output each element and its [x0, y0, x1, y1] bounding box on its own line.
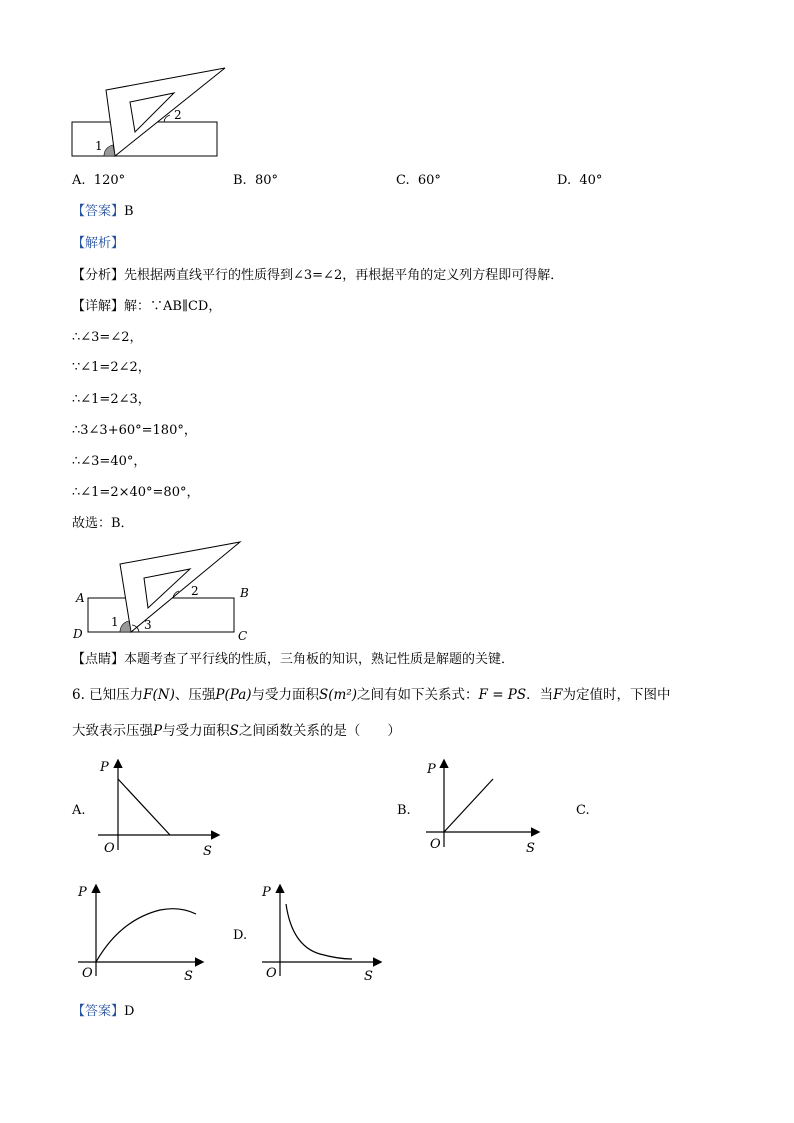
q5-line-choice: 故选：B． — [72, 516, 134, 531]
q5-line-step6: ∴∠1=2×40°=80°， — [72, 485, 200, 500]
stem-text: 为定值时，下图中 — [562, 687, 671, 703]
label-O: O — [82, 966, 93, 981]
angle-1-label: 1 — [111, 615, 119, 629]
q5-option-d — [557, 173, 602, 189]
stem-text: 大致表示压强 — [72, 723, 153, 739]
hyperbola-curve — [286, 904, 352, 959]
angle-2-label: 2 — [191, 584, 199, 598]
option-letter: C. — [396, 173, 410, 188]
stem-text: 6. 已知压力 — [72, 687, 144, 703]
angle-1-arc — [104, 145, 115, 156]
stem-text: 之间函数关系的是（ ） — [238, 723, 401, 739]
q5-answer — [72, 204, 134, 220]
label-P: P — [78, 885, 87, 900]
q5-line-detail: 【详解】解：∵AB∥CD， — [72, 299, 222, 314]
answer-tag: 【答案】 — [72, 1004, 125, 1019]
label-S: S — [203, 844, 212, 859]
answer-value: B — [124, 204, 134, 219]
stem-text: 之间有如下关系式： — [357, 687, 479, 703]
label-O: O — [430, 837, 441, 852]
label-P: P — [100, 760, 109, 775]
area-unit: S(m²) — [319, 687, 358, 703]
concave-down-curve — [96, 909, 196, 962]
answer-tag: 【答案】 — [72, 204, 125, 219]
answer-value: D — [124, 1004, 135, 1019]
increasing-line — [444, 779, 493, 832]
q6-stem-line2 — [72, 722, 401, 740]
q5-line-step2: ∵∠1=2∠2， — [72, 360, 151, 375]
stem-text: 与受力面积 — [162, 723, 230, 739]
q6-option-b-letter: B. — [397, 803, 411, 818]
option-text: 80° — [254, 173, 278, 188]
q5-option-a — [72, 173, 125, 189]
angle-3-label: 3 — [144, 618, 152, 632]
q6-graph-b — [420, 755, 545, 860]
label-S: S — [364, 969, 373, 984]
set-square-outer — [120, 542, 240, 632]
var-S: S — [229, 723, 239, 739]
q5-line-step4: ∴3∠3+60°=180°， — [72, 423, 197, 438]
option-text: 40° — [579, 173, 603, 188]
option-letter: B. — [233, 173, 247, 188]
label-S: S — [526, 841, 535, 856]
q6-graph-a — [90, 755, 225, 860]
q5-line-step1: ∴∠3=∠2， — [72, 330, 143, 345]
q6-answer — [72, 1004, 134, 1020]
label-P: P — [427, 762, 436, 777]
stem-text: 与受力面积 — [251, 687, 320, 703]
q5-figure-labeled — [70, 540, 260, 645]
label-O: O — [266, 966, 277, 981]
q6-graph-c — [72, 878, 207, 986]
q6-option-a-letter: A. — [72, 803, 86, 818]
q5-option-c — [396, 173, 441, 189]
decreasing-line — [118, 779, 170, 835]
q5-option-b — [233, 173, 278, 189]
option-text: 60° — [417, 173, 441, 188]
var-P: P — [153, 723, 163, 739]
q6-stem-line1 — [72, 686, 671, 704]
q6-graph-d — [256, 878, 386, 986]
q5-analysis-tag: 【解析】 — [72, 236, 125, 251]
angle-1-arc — [120, 621, 131, 632]
label-O: O — [104, 841, 115, 856]
q5-figure-triangle-ruler — [70, 62, 230, 162]
angle-1-label: 1 — [95, 139, 103, 153]
q5-line-step5: ∴∠3=40°， — [72, 454, 147, 469]
formula: F = PS — [478, 687, 527, 703]
label-P: P — [262, 885, 271, 900]
angle-2-label: 2 — [174, 108, 182, 122]
stem-text: 、压强 — [174, 687, 216, 703]
var-F: F — [553, 687, 563, 703]
stem-text: ．当 — [526, 687, 554, 703]
pressure-unit: P(Pa) — [215, 687, 252, 703]
q6-option-c-letter: C. — [576, 803, 590, 818]
q5-line-analysis: 【分析】先根据两直线平行的性质得到∠3=∠2，再根据平角的定义列方程即可得解． — [72, 268, 564, 283]
label-A: A — [76, 591, 85, 605]
label-S: S — [184, 969, 193, 984]
label-C: C — [238, 629, 248, 643]
option-letter: D. — [557, 173, 572, 188]
force-unit: F(N) — [143, 687, 175, 703]
q6-option-d-letter: D. — [233, 928, 248, 943]
label-B: B — [240, 586, 249, 600]
q5-line-step3: ∴∠1=2∠3， — [72, 392, 151, 407]
label-D: D — [73, 627, 83, 641]
set-square-outer — [106, 68, 225, 156]
option-letter: A. — [72, 173, 86, 188]
q5-comment: 【点睛】本题考查了平行线的性质，三角板的知识，熟记性质是解题的关键． — [72, 652, 515, 667]
option-text: 120° — [93, 173, 126, 188]
